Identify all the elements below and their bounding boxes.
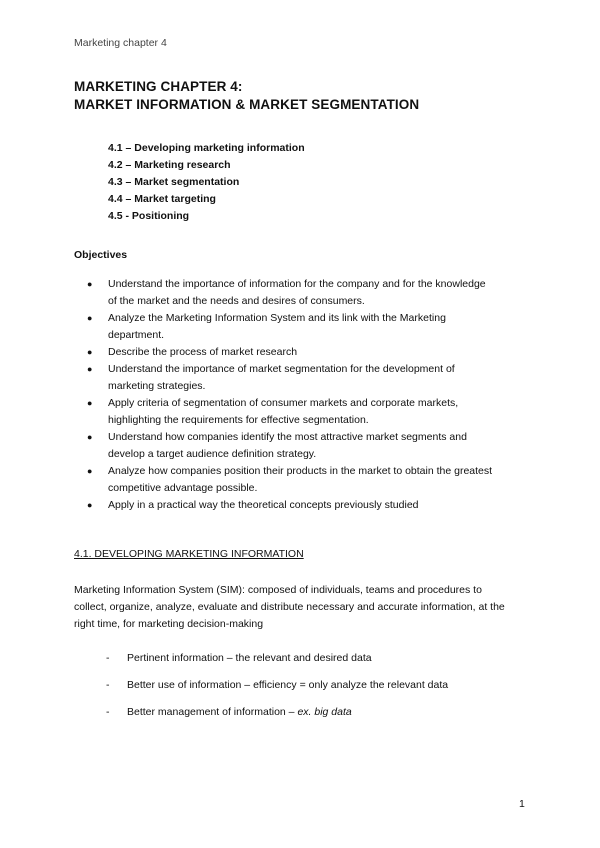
chapter-title <box>74 78 419 114</box>
sim-benefits-list <box>106 650 526 731</box>
table-of-contents <box>108 140 305 225</box>
dash-item-text: Better use of information – efficiency = only analyze the relevant data <box>127 679 449 691</box>
toc-item: 4.1 – Developing marketing information <box>108 142 305 154</box>
dash-bullet-icon: - <box>106 706 110 718</box>
objective-line: Analyze the Marketing Information System and its link with the Marketing <box>108 312 446 324</box>
objective-line: Apply criteria of segmentation of consumer markets and corporate markets, <box>108 397 459 409</box>
bullet-icon: ● <box>87 364 93 374</box>
objective-item <box>87 429 527 463</box>
dash-item-text: Better management of information – <box>127 706 298 718</box>
objective-line: Describe the process of market research <box>108 346 298 358</box>
objective-item <box>87 395 527 429</box>
dash-item-example: ex. big data <box>297 706 352 718</box>
objective-item <box>87 276 527 310</box>
chapter-title-line-2: MARKET INFORMATION & MARKET SEGMENTATION <box>74 97 420 112</box>
section-title: 4.1. DEVELOPING MARKETING INFORMATION <box>74 548 304 560</box>
toc-item: 4.4 – Market targeting <box>108 193 216 205</box>
objective-line: Apply in a practical way the theoretical concepts previously studied <box>108 499 419 511</box>
objective-item <box>87 497 527 514</box>
paragraph-line: Marketing Information System (SIM): composed of individuals, teams and procedures to <box>74 584 482 596</box>
objective-item <box>87 344 527 361</box>
bullet-icon: ● <box>87 313 93 323</box>
bullet-icon: ● <box>87 432 93 442</box>
objectives-heading: Objectives <box>74 249 128 261</box>
dash-bullet-icon: - <box>106 652 110 664</box>
objective-line: marketing strategies. <box>108 380 206 392</box>
paragraph-line: collect, organize, analyze, evaluate and distribute necessary and accurate information, at the <box>74 601 505 613</box>
bullet-icon: ● <box>87 466 93 476</box>
bullet-icon: ● <box>87 347 93 357</box>
objective-line: of the market and the needs and desires of consumers. <box>108 295 365 307</box>
toc-item: 4.2 – Marketing research <box>108 159 231 171</box>
bullet-icon: ● <box>87 398 93 408</box>
running-header: Marketing chapter 4 <box>74 37 167 49</box>
toc-item: 4.5 - Positioning <box>108 210 190 222</box>
objective-line: Analyze how companies position their products in the market to obtain the greatest <box>108 465 493 477</box>
objective-item <box>87 361 527 395</box>
dash-list-item <box>106 704 526 721</box>
objective-line: department. <box>108 329 165 341</box>
dash-list-item <box>106 677 526 694</box>
bullet-icon: ● <box>87 279 93 289</box>
sim-definition-paragraph <box>74 582 534 633</box>
bullet-icon: ● <box>87 500 93 510</box>
objective-line: competitive advantage possible. <box>108 482 258 494</box>
objective-line: Understand the importance of information for the company and for the knowledge <box>108 278 486 290</box>
dash-item-text: Pertinent information – the relevant and desired data <box>127 652 372 664</box>
paragraph-line: right time, for marketing decision-making <box>74 618 264 630</box>
objective-line: Understand how companies identify the most attractive market segments and <box>108 431 467 443</box>
objective-line: Understand the importance of market segmentation for the development of <box>108 363 455 375</box>
objective-item <box>87 463 527 497</box>
dash-bullet-icon: - <box>106 679 110 691</box>
page-number: 1 <box>519 798 525 810</box>
toc-item: 4.3 – Market segmentation <box>108 176 240 188</box>
chapter-title-line-1: MARKETING CHAPTER 4: <box>74 79 243 94</box>
objective-line: highlighting the requirements for effective segmentation. <box>108 414 369 426</box>
dash-list-item <box>106 650 526 667</box>
objective-item <box>87 310 527 344</box>
objectives-list <box>87 276 527 514</box>
objective-line: develop a target audience definition strategy. <box>108 448 317 460</box>
